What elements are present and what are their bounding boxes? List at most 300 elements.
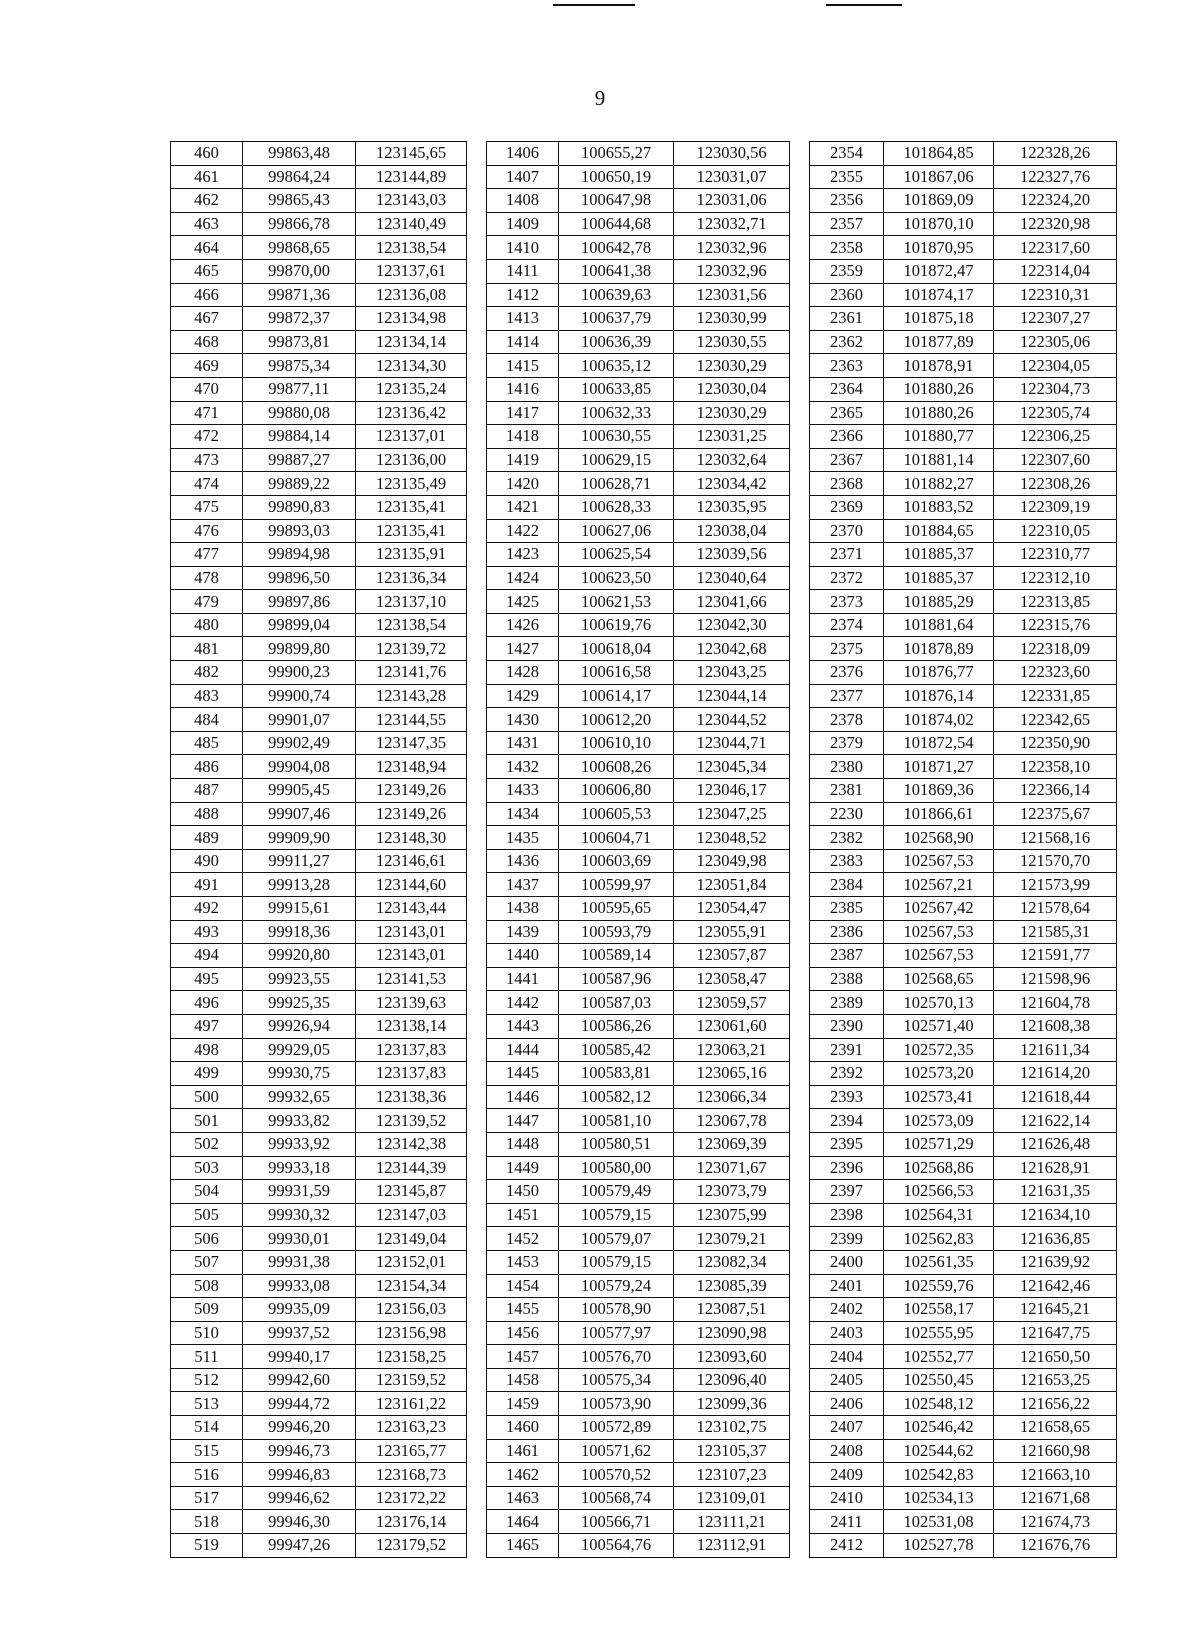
y-coordinate-cell-2: 123111,21 xyxy=(674,1510,790,1534)
y-coordinate-cell-2: 123087,51 xyxy=(674,1298,790,1322)
x-coordinate-cell-3: 101885,29 xyxy=(884,590,994,614)
y-coordinate-cell-1: 123168,73 xyxy=(356,1463,467,1487)
x-coordinate-cell-3: 101872,54 xyxy=(884,731,994,755)
y-coordinate-cell-3: 121585,31 xyxy=(994,920,1117,944)
y-coordinate-cell-2: 123090,98 xyxy=(674,1321,790,1345)
point-number-cell-3: 2368 xyxy=(810,472,884,496)
y-coordinate-cell-2: 123044,14 xyxy=(674,684,790,708)
point-number-cell-2: 1462 xyxy=(487,1463,559,1487)
y-coordinate-cell-2: 123043,25 xyxy=(674,661,790,685)
point-number-cell-3: 2387 xyxy=(810,944,884,968)
x-coordinate-cell-3: 102548,12 xyxy=(884,1392,994,1416)
column-gap xyxy=(790,849,810,873)
column-gap xyxy=(467,1132,487,1156)
point-number-cell-2: 1438 xyxy=(487,897,559,921)
point-number-cell-2: 1428 xyxy=(487,661,559,685)
column-gap xyxy=(790,1156,810,1180)
point-number-cell-2: 1464 xyxy=(487,1510,559,1534)
column-gap xyxy=(790,142,810,166)
x-coordinate-cell-1: 99935,09 xyxy=(243,1298,356,1322)
point-number-cell-1: 508 xyxy=(171,1274,243,1298)
x-coordinate-cell-2: 100579,07 xyxy=(559,1227,674,1251)
x-coordinate-cell-1: 99920,80 xyxy=(243,944,356,968)
y-coordinate-cell-2: 123030,29 xyxy=(674,354,790,378)
x-coordinate-cell-1: 99864,24 xyxy=(243,165,356,189)
y-coordinate-cell-2: 123057,87 xyxy=(674,944,790,968)
x-coordinate-cell-3: 102567,42 xyxy=(884,897,994,921)
y-coordinate-cell-3: 121631,35 xyxy=(994,1180,1117,1204)
x-coordinate-cell-1: 99899,04 xyxy=(243,613,356,637)
point-number-cell-1: 471 xyxy=(171,401,243,425)
point-number-cell-3: 2384 xyxy=(810,873,884,897)
point-number-cell-1: 460 xyxy=(171,142,243,166)
point-number-cell-3: 2386 xyxy=(810,920,884,944)
point-number-cell-1: 479 xyxy=(171,590,243,614)
y-coordinate-cell-1: 123136,00 xyxy=(356,448,467,472)
x-coordinate-cell-3: 102562,83 xyxy=(884,1227,994,1251)
x-coordinate-cell-3: 101885,37 xyxy=(884,566,994,590)
point-number-cell-1: 462 xyxy=(171,189,243,213)
point-number-cell-2: 1424 xyxy=(487,566,559,590)
y-coordinate-cell-3: 122304,73 xyxy=(994,377,1117,401)
y-coordinate-cell-3: 121598,96 xyxy=(994,967,1117,991)
table-row xyxy=(171,1132,1117,1156)
x-coordinate-cell-2: 100579,15 xyxy=(559,1250,674,1274)
point-number-cell-3: 2399 xyxy=(810,1227,884,1251)
point-number-cell-1: 494 xyxy=(171,944,243,968)
y-coordinate-cell-1: 123137,83 xyxy=(356,1062,467,1086)
x-coordinate-cell-1: 99877,11 xyxy=(243,377,356,401)
y-coordinate-cell-2: 123071,67 xyxy=(674,1156,790,1180)
point-number-cell-2: 1432 xyxy=(487,755,559,779)
x-coordinate-cell-2: 100580,00 xyxy=(559,1156,674,1180)
point-number-cell-1: 476 xyxy=(171,519,243,543)
point-number-cell-2: 1409 xyxy=(487,212,559,236)
x-coordinate-cell-2: 100618,04 xyxy=(559,637,674,661)
x-coordinate-cell-1: 99946,20 xyxy=(243,1416,356,1440)
x-coordinate-cell-3: 102561,35 xyxy=(884,1250,994,1274)
point-number-cell-1: 483 xyxy=(171,684,243,708)
column-gap xyxy=(790,1463,810,1487)
x-coordinate-cell-2: 100612,20 xyxy=(559,708,674,732)
point-number-cell-2: 1461 xyxy=(487,1439,559,1463)
column-gap xyxy=(790,708,810,732)
table-row xyxy=(171,684,1117,708)
point-number-cell-1: 517 xyxy=(171,1486,243,1510)
column-gap xyxy=(790,354,810,378)
point-number-cell-3: 2370 xyxy=(810,519,884,543)
x-coordinate-cell-2: 100579,24 xyxy=(559,1274,674,1298)
y-coordinate-cell-3: 121639,92 xyxy=(994,1250,1117,1274)
y-coordinate-cell-3: 122307,60 xyxy=(994,448,1117,472)
column-gap xyxy=(467,684,487,708)
y-coordinate-cell-3: 122328,26 xyxy=(994,142,1117,166)
y-coordinate-cell-3: 121671,68 xyxy=(994,1486,1117,1510)
y-coordinate-cell-2: 123038,04 xyxy=(674,519,790,543)
x-coordinate-cell-2: 100608,26 xyxy=(559,755,674,779)
column-gap xyxy=(467,849,487,873)
point-number-cell-3: 2378 xyxy=(810,708,884,732)
point-number-cell-1: 509 xyxy=(171,1298,243,1322)
x-coordinate-cell-1: 99880,08 xyxy=(243,401,356,425)
y-coordinate-cell-3: 121660,98 xyxy=(994,1439,1117,1463)
x-coordinate-cell-2: 100568,74 xyxy=(559,1486,674,1510)
point-number-cell-2: 1463 xyxy=(487,1486,559,1510)
column-gap xyxy=(790,1486,810,1510)
column-gap xyxy=(467,1203,487,1227)
y-coordinate-cell-1: 123143,44 xyxy=(356,897,467,921)
x-coordinate-cell-3: 102573,09 xyxy=(884,1109,994,1133)
point-number-cell-1: 484 xyxy=(171,708,243,732)
y-coordinate-cell-2: 123093,60 xyxy=(674,1345,790,1369)
y-coordinate-cell-1: 123147,03 xyxy=(356,1203,467,1227)
x-coordinate-cell-3: 102552,77 xyxy=(884,1345,994,1369)
x-coordinate-cell-1: 99946,30 xyxy=(243,1510,356,1534)
x-coordinate-cell-2: 100630,55 xyxy=(559,425,674,449)
point-number-cell-2: 1406 xyxy=(487,142,559,166)
x-coordinate-cell-1: 99923,55 xyxy=(243,967,356,991)
y-coordinate-cell-2: 123032,71 xyxy=(674,212,790,236)
column-gap xyxy=(467,1368,487,1392)
point-number-cell-2: 1413 xyxy=(487,307,559,331)
table-row xyxy=(171,708,1117,732)
x-coordinate-cell-3: 101869,09 xyxy=(884,189,994,213)
y-coordinate-cell-2: 123063,21 xyxy=(674,1038,790,1062)
x-coordinate-cell-1: 99930,32 xyxy=(243,1203,356,1227)
y-coordinate-cell-3: 122305,06 xyxy=(994,330,1117,354)
x-coordinate-cell-3: 101867,06 xyxy=(884,165,994,189)
y-coordinate-cell-2: 123044,52 xyxy=(674,708,790,732)
y-coordinate-cell-1: 123161,22 xyxy=(356,1392,467,1416)
column-gap xyxy=(467,495,487,519)
point-number-cell-1: 513 xyxy=(171,1392,243,1416)
x-coordinate-cell-2: 100582,12 xyxy=(559,1085,674,1109)
point-number-cell-1: 502 xyxy=(171,1132,243,1156)
point-number-cell-2: 1436 xyxy=(487,849,559,873)
y-coordinate-cell-3: 122314,04 xyxy=(994,259,1117,283)
column-gap xyxy=(790,1227,810,1251)
x-coordinate-cell-1: 99901,07 xyxy=(243,708,356,732)
column-gap xyxy=(790,779,810,803)
y-coordinate-cell-1: 123145,87 xyxy=(356,1180,467,1204)
y-coordinate-cell-1: 123144,89 xyxy=(356,165,467,189)
x-coordinate-cell-1: 99907,46 xyxy=(243,802,356,826)
column-gap xyxy=(790,684,810,708)
x-coordinate-cell-1: 99872,37 xyxy=(243,307,356,331)
y-coordinate-cell-2: 123030,04 xyxy=(674,377,790,401)
point-number-cell-3: 2366 xyxy=(810,425,884,449)
x-coordinate-cell-3: 102568,65 xyxy=(884,967,994,991)
column-gap xyxy=(467,755,487,779)
column-gap xyxy=(467,731,487,755)
x-coordinate-cell-1: 99940,17 xyxy=(243,1345,356,1369)
column-gap xyxy=(790,1203,810,1227)
point-number-cell-1: 478 xyxy=(171,566,243,590)
table-row xyxy=(171,1156,1117,1180)
x-coordinate-cell-1: 99896,50 xyxy=(243,566,356,590)
x-coordinate-cell-2: 100604,71 xyxy=(559,826,674,850)
point-number-cell-1: 486 xyxy=(171,755,243,779)
column-gap xyxy=(467,637,487,661)
column-gap xyxy=(467,967,487,991)
x-coordinate-cell-3: 101869,36 xyxy=(884,779,994,803)
x-coordinate-cell-1: 99863,48 xyxy=(243,142,356,166)
y-coordinate-cell-1: 123138,54 xyxy=(356,236,467,260)
x-coordinate-cell-2: 100619,76 xyxy=(559,613,674,637)
table-row xyxy=(171,189,1117,213)
x-coordinate-cell-1: 99897,86 xyxy=(243,590,356,614)
x-coordinate-cell-2: 100587,03 xyxy=(559,991,674,1015)
x-coordinate-cell-1: 99937,52 xyxy=(243,1321,356,1345)
x-coordinate-cell-3: 102531,08 xyxy=(884,1510,994,1534)
point-number-cell-2: 1426 xyxy=(487,613,559,637)
x-coordinate-cell-1: 99904,08 xyxy=(243,755,356,779)
x-coordinate-cell-1: 99946,83 xyxy=(243,1463,356,1487)
point-number-cell-1: 499 xyxy=(171,1062,243,1086)
column-gap xyxy=(467,1274,487,1298)
point-number-cell-1: 503 xyxy=(171,1156,243,1180)
point-number-cell-3: 2359 xyxy=(810,259,884,283)
x-coordinate-cell-3: 102567,53 xyxy=(884,849,994,873)
table-row xyxy=(171,1534,1117,1558)
x-coordinate-cell-1: 99871,36 xyxy=(243,283,356,307)
column-gap xyxy=(790,1180,810,1204)
point-number-cell-1: 482 xyxy=(171,661,243,685)
point-number-cell-2: 1416 xyxy=(487,377,559,401)
x-coordinate-cell-2: 100573,90 xyxy=(559,1392,674,1416)
y-coordinate-cell-3: 121611,34 xyxy=(994,1038,1117,1062)
y-coordinate-cell-1: 123134,98 xyxy=(356,307,467,331)
x-coordinate-cell-3: 102573,41 xyxy=(884,1085,994,1109)
column-gap xyxy=(467,307,487,331)
x-coordinate-cell-3: 102567,53 xyxy=(884,920,994,944)
column-gap xyxy=(467,826,487,850)
column-gap xyxy=(790,283,810,307)
x-coordinate-cell-3: 102550,45 xyxy=(884,1368,994,1392)
point-number-cell-3: 2412 xyxy=(810,1534,884,1558)
y-coordinate-cell-3: 122306,25 xyxy=(994,425,1117,449)
x-coordinate-cell-3: 101871,27 xyxy=(884,755,994,779)
y-coordinate-cell-3: 122310,31 xyxy=(994,283,1117,307)
point-number-cell-2: 1457 xyxy=(487,1345,559,1369)
y-coordinate-cell-1: 123142,38 xyxy=(356,1132,467,1156)
y-coordinate-cell-3: 122308,26 xyxy=(994,472,1117,496)
table-row xyxy=(171,1062,1117,1086)
x-coordinate-cell-3: 102534,13 xyxy=(884,1486,994,1510)
x-coordinate-cell-2: 100625,54 xyxy=(559,543,674,567)
x-coordinate-cell-2: 100576,70 xyxy=(559,1345,674,1369)
point-number-cell-3: 2354 xyxy=(810,142,884,166)
table-row xyxy=(171,779,1117,803)
table-row xyxy=(171,1298,1117,1322)
column-gap xyxy=(467,142,487,166)
y-coordinate-cell-2: 123030,29 xyxy=(674,401,790,425)
x-coordinate-cell-3: 101876,77 xyxy=(884,661,994,685)
y-coordinate-cell-2: 123067,78 xyxy=(674,1109,790,1133)
column-gap xyxy=(790,330,810,354)
x-coordinate-cell-2: 100623,50 xyxy=(559,566,674,590)
point-number-cell-1: 481 xyxy=(171,637,243,661)
x-coordinate-cell-1: 99909,90 xyxy=(243,826,356,850)
column-gap xyxy=(790,967,810,991)
column-gap xyxy=(467,1085,487,1109)
table-row xyxy=(171,637,1117,661)
point-number-cell-2: 1425 xyxy=(487,590,559,614)
column-gap xyxy=(790,1321,810,1345)
column-gap xyxy=(467,920,487,944)
table-row xyxy=(171,590,1117,614)
x-coordinate-cell-2: 100578,90 xyxy=(559,1298,674,1322)
point-number-cell-1: 514 xyxy=(171,1416,243,1440)
column-gap xyxy=(467,1321,487,1345)
point-number-cell-2: 1455 xyxy=(487,1298,559,1322)
column-gap xyxy=(467,236,487,260)
point-number-cell-1: 475 xyxy=(171,495,243,519)
column-gap xyxy=(790,566,810,590)
column-gap xyxy=(790,495,810,519)
table-row xyxy=(171,543,1117,567)
y-coordinate-cell-3: 121636,85 xyxy=(994,1227,1117,1251)
column-gap xyxy=(467,401,487,425)
point-number-cell-2: 1440 xyxy=(487,944,559,968)
point-number-cell-3: 2397 xyxy=(810,1180,884,1204)
point-number-cell-2: 1419 xyxy=(487,448,559,472)
point-number-cell-1: 510 xyxy=(171,1321,243,1345)
x-coordinate-cell-1: 99884,14 xyxy=(243,425,356,449)
column-gap xyxy=(467,377,487,401)
x-coordinate-cell-3: 101872,47 xyxy=(884,259,994,283)
column-gap xyxy=(467,661,487,685)
point-number-cell-2: 1445 xyxy=(487,1062,559,1086)
x-coordinate-cell-1: 99930,75 xyxy=(243,1062,356,1086)
column-gap xyxy=(467,354,487,378)
column-gap xyxy=(467,259,487,283)
y-coordinate-cell-1: 123140,49 xyxy=(356,212,467,236)
x-coordinate-cell-1: 99875,34 xyxy=(243,354,356,378)
point-number-cell-2: 1427 xyxy=(487,637,559,661)
point-number-cell-2: 1423 xyxy=(487,543,559,567)
x-coordinate-cell-1: 99933,82 xyxy=(243,1109,356,1133)
column-gap xyxy=(790,1392,810,1416)
y-coordinate-cell-2: 123061,60 xyxy=(674,1014,790,1038)
y-coordinate-cell-1: 123144,39 xyxy=(356,1156,467,1180)
y-coordinate-cell-2: 123075,99 xyxy=(674,1203,790,1227)
y-coordinate-cell-2: 123079,21 xyxy=(674,1227,790,1251)
x-coordinate-cell-1: 99946,73 xyxy=(243,1439,356,1463)
column-gap xyxy=(790,519,810,543)
x-coordinate-cell-3: 101884,65 xyxy=(884,519,994,543)
column-gap xyxy=(790,543,810,567)
column-gap xyxy=(467,1463,487,1487)
y-coordinate-cell-1: 123136,42 xyxy=(356,401,467,425)
table-row xyxy=(171,826,1117,850)
x-coordinate-cell-3: 102555,95 xyxy=(884,1321,994,1345)
column-gap xyxy=(467,1486,487,1510)
column-gap xyxy=(790,1510,810,1534)
table-row xyxy=(171,1250,1117,1274)
y-coordinate-cell-3: 121591,77 xyxy=(994,944,1117,968)
x-coordinate-cell-2: 100595,65 xyxy=(559,897,674,921)
y-coordinate-cell-2: 123069,39 xyxy=(674,1132,790,1156)
y-coordinate-cell-1: 123135,49 xyxy=(356,472,467,496)
table-row xyxy=(171,142,1117,166)
x-coordinate-cell-1: 99946,62 xyxy=(243,1486,356,1510)
point-number-cell-3: 2362 xyxy=(810,330,884,354)
x-coordinate-cell-1: 99890,83 xyxy=(243,495,356,519)
table-row xyxy=(171,330,1117,354)
table-row xyxy=(171,944,1117,968)
y-coordinate-cell-1: 123139,63 xyxy=(356,991,467,1015)
point-number-cell-2: 1414 xyxy=(487,330,559,354)
y-coordinate-cell-1: 123136,34 xyxy=(356,566,467,590)
column-gap xyxy=(790,1062,810,1086)
column-gap xyxy=(467,873,487,897)
x-coordinate-cell-3: 101878,91 xyxy=(884,354,994,378)
x-coordinate-cell-3: 101876,14 xyxy=(884,684,994,708)
point-number-cell-3: 2404 xyxy=(810,1345,884,1369)
column-gap xyxy=(790,873,810,897)
y-coordinate-cell-1: 123179,52 xyxy=(356,1534,467,1558)
y-coordinate-cell-3: 121634,10 xyxy=(994,1203,1117,1227)
y-coordinate-cell-3: 122327,76 xyxy=(994,165,1117,189)
column-gap xyxy=(790,1534,810,1558)
x-coordinate-cell-2: 100577,97 xyxy=(559,1321,674,1345)
table-row xyxy=(171,1510,1117,1534)
x-coordinate-cell-2: 100580,51 xyxy=(559,1132,674,1156)
table-row xyxy=(171,425,1117,449)
point-number-cell-1: 492 xyxy=(171,897,243,921)
x-coordinate-cell-1: 99926,94 xyxy=(243,1014,356,1038)
column-gap xyxy=(467,1250,487,1274)
point-number-cell-3: 2364 xyxy=(810,377,884,401)
point-number-cell-2: 1408 xyxy=(487,189,559,213)
point-number-cell-3: 2379 xyxy=(810,731,884,755)
y-coordinate-cell-3: 122358,10 xyxy=(994,755,1117,779)
x-coordinate-cell-1: 99865,43 xyxy=(243,189,356,213)
column-gap xyxy=(790,165,810,189)
x-coordinate-cell-2: 100572,89 xyxy=(559,1416,674,1440)
x-coordinate-cell-1: 99899,80 xyxy=(243,637,356,661)
point-number-cell-2: 1431 xyxy=(487,731,559,755)
point-number-cell-1: 495 xyxy=(171,967,243,991)
point-number-cell-2: 1441 xyxy=(487,967,559,991)
point-number-cell-3: 2390 xyxy=(810,1014,884,1038)
column-gap xyxy=(790,259,810,283)
x-coordinate-cell-2: 100635,12 xyxy=(559,354,674,378)
y-coordinate-cell-2: 123035,95 xyxy=(674,495,790,519)
y-coordinate-cell-2: 123031,07 xyxy=(674,165,790,189)
x-coordinate-cell-3: 101880,26 xyxy=(884,377,994,401)
y-coordinate-cell-3: 121573,99 xyxy=(994,873,1117,897)
y-coordinate-cell-1: 123143,01 xyxy=(356,944,467,968)
table-row xyxy=(171,1416,1117,1440)
table-row xyxy=(171,1109,1117,1133)
point-number-cell-3: 2401 xyxy=(810,1274,884,1298)
x-coordinate-cell-1: 99905,45 xyxy=(243,779,356,803)
table-row xyxy=(171,849,1117,873)
table-row xyxy=(171,920,1117,944)
x-coordinate-cell-3: 101874,02 xyxy=(884,708,994,732)
x-coordinate-cell-3: 102568,86 xyxy=(884,1156,994,1180)
table-row xyxy=(171,495,1117,519)
x-coordinate-cell-2: 100639,63 xyxy=(559,283,674,307)
x-coordinate-cell-3: 102567,53 xyxy=(884,944,994,968)
y-coordinate-cell-3: 122310,05 xyxy=(994,519,1117,543)
x-coordinate-cell-2: 100637,79 xyxy=(559,307,674,331)
point-number-cell-3: 2385 xyxy=(810,897,884,921)
point-number-cell-3: 2389 xyxy=(810,991,884,1015)
point-number-cell-1: 504 xyxy=(171,1180,243,1204)
